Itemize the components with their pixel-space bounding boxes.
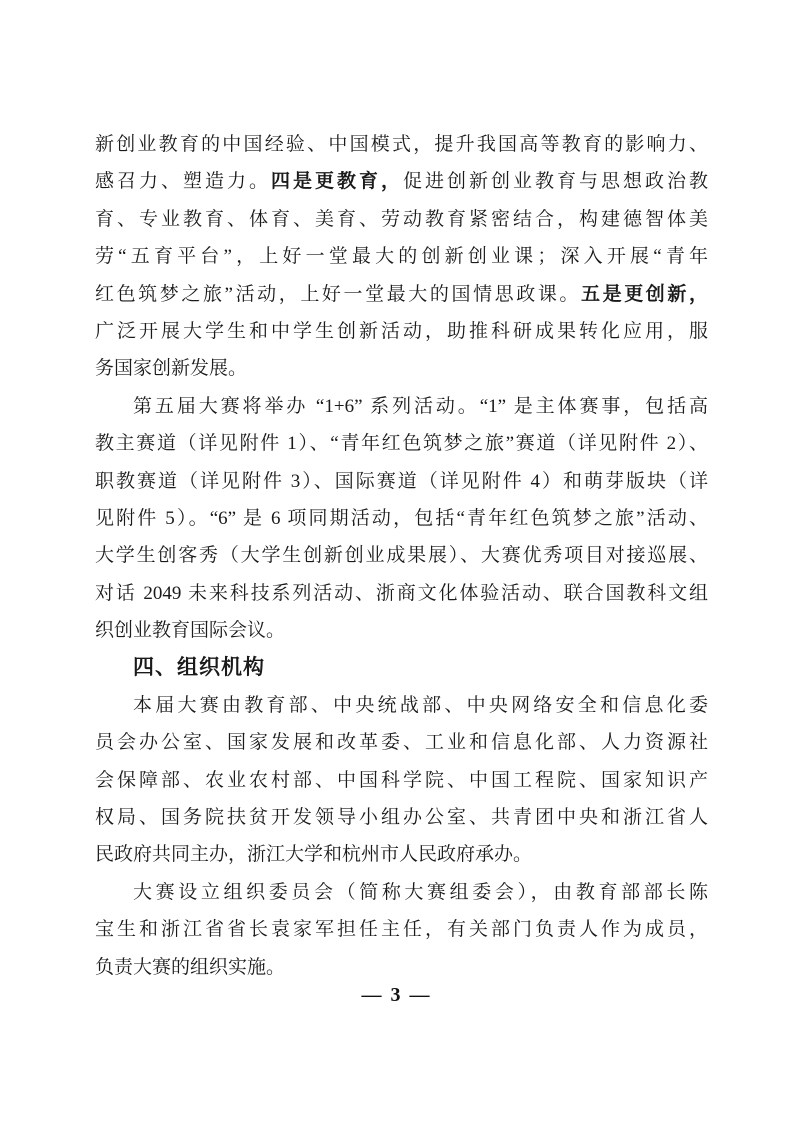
text-line <box>95 911 708 948</box>
text-line <box>95 463 708 500</box>
text-segment: 四、组织机构 <box>133 656 265 680</box>
text-segment: 教主赛道（详见附件 1）、“青年红色筑梦之旅”赛道（详见附件 2）、 <box>95 433 708 455</box>
text-segment: 职教赛道（详见附件 3）、国际赛道（详见附件 4）和萌芽版块（详 <box>95 470 708 492</box>
text-segment: 新创业教育的中国经验、中国模式，提升我国高等教育的影响力、 <box>95 134 708 155</box>
text-line <box>95 388 708 425</box>
text-line <box>95 238 708 275</box>
text-segment: 促进创新创业教育与思想政治教 <box>403 171 708 193</box>
text-segment: 宝生和浙江省省长袁家军担任主任，有关部门负责人作为成员， <box>95 919 708 941</box>
bold-text-segment: 五是更创新， <box>581 283 708 305</box>
bold-text-segment: 四是更教育， <box>271 171 403 193</box>
page-number: — 3 — <box>361 984 432 1006</box>
text-segment: 会保障部、农业农村部、中国科学院、中国工程院、国家知识产 <box>95 769 708 791</box>
text-segment: 织创业教育国际会议。 <box>95 620 286 642</box>
text-segment: 员会办公室、国家发展和改革委、工业和信息化部、人力资源社 <box>95 732 708 754</box>
text-segment: 劳“五育平台”，上好一堂最大的创新创业课；深入开展“青年 <box>95 246 708 268</box>
text-segment: 感召力、塑造力。 <box>95 171 271 193</box>
text-segment: 大赛设立组织委员会（简称大赛组委会），由教育部部长陈 <box>133 881 708 903</box>
text-line <box>95 612 708 649</box>
text-segment: 民政府共同主办，浙江大学和杭州市人民政府承办。 <box>95 844 533 866</box>
text-segment: 本届大赛由教育部、中央统战部、中央网络安全和信息化委 <box>133 694 708 716</box>
text-line <box>95 874 708 911</box>
text-line <box>95 762 708 799</box>
document-body <box>95 126 708 986</box>
text-line <box>95 537 708 574</box>
text-segment: 第五届大赛将举办 “1+6” 系列活动。“1” 是主体赛事，包括高 <box>133 395 708 417</box>
text-line <box>95 724 708 761</box>
text-line <box>95 949 708 986</box>
text-segment: 广泛开展大学生和中学生创新活动，助推科研成果转化应用，服 <box>95 320 708 342</box>
text-line <box>95 575 708 612</box>
section-heading <box>95 649 708 686</box>
text-line <box>95 425 708 462</box>
text-segment: 权局、国务院扶贫开发领导小组办公室、共青团中央和浙江省人 <box>95 807 708 829</box>
text-line <box>95 313 708 350</box>
text-line <box>95 163 708 200</box>
text-line <box>95 201 708 238</box>
text-segment: 育、专业教育、体育、美育、劳动教育紧密结合，构建德智体美 <box>95 208 708 230</box>
text-segment: 见附件 5）。“6” 是 6 项同期活动，包括“青年红色筑梦之旅”活动、 <box>95 507 708 529</box>
text-line <box>95 126 708 163</box>
text-segment: 红色筑梦之旅”活动，上好一堂最大的国情思政课。 <box>95 283 582 305</box>
text-line <box>95 350 708 387</box>
text-line <box>95 799 708 836</box>
text-line <box>95 276 708 313</box>
text-segment: 负责大赛的组织实施。 <box>95 956 286 978</box>
text-line <box>95 836 708 873</box>
text-segment: 对话 2049 未来科技系列活动、浙商文化体验活动、联合国教科文组 <box>95 582 708 604</box>
text-line <box>95 687 708 724</box>
text-segment: 大学生创客秀（大学生创新创业成果展）、大赛优秀项目对接巡展、 <box>95 545 708 567</box>
text-line <box>95 500 708 537</box>
text-segment: 务国家创新发展。 <box>95 358 248 380</box>
